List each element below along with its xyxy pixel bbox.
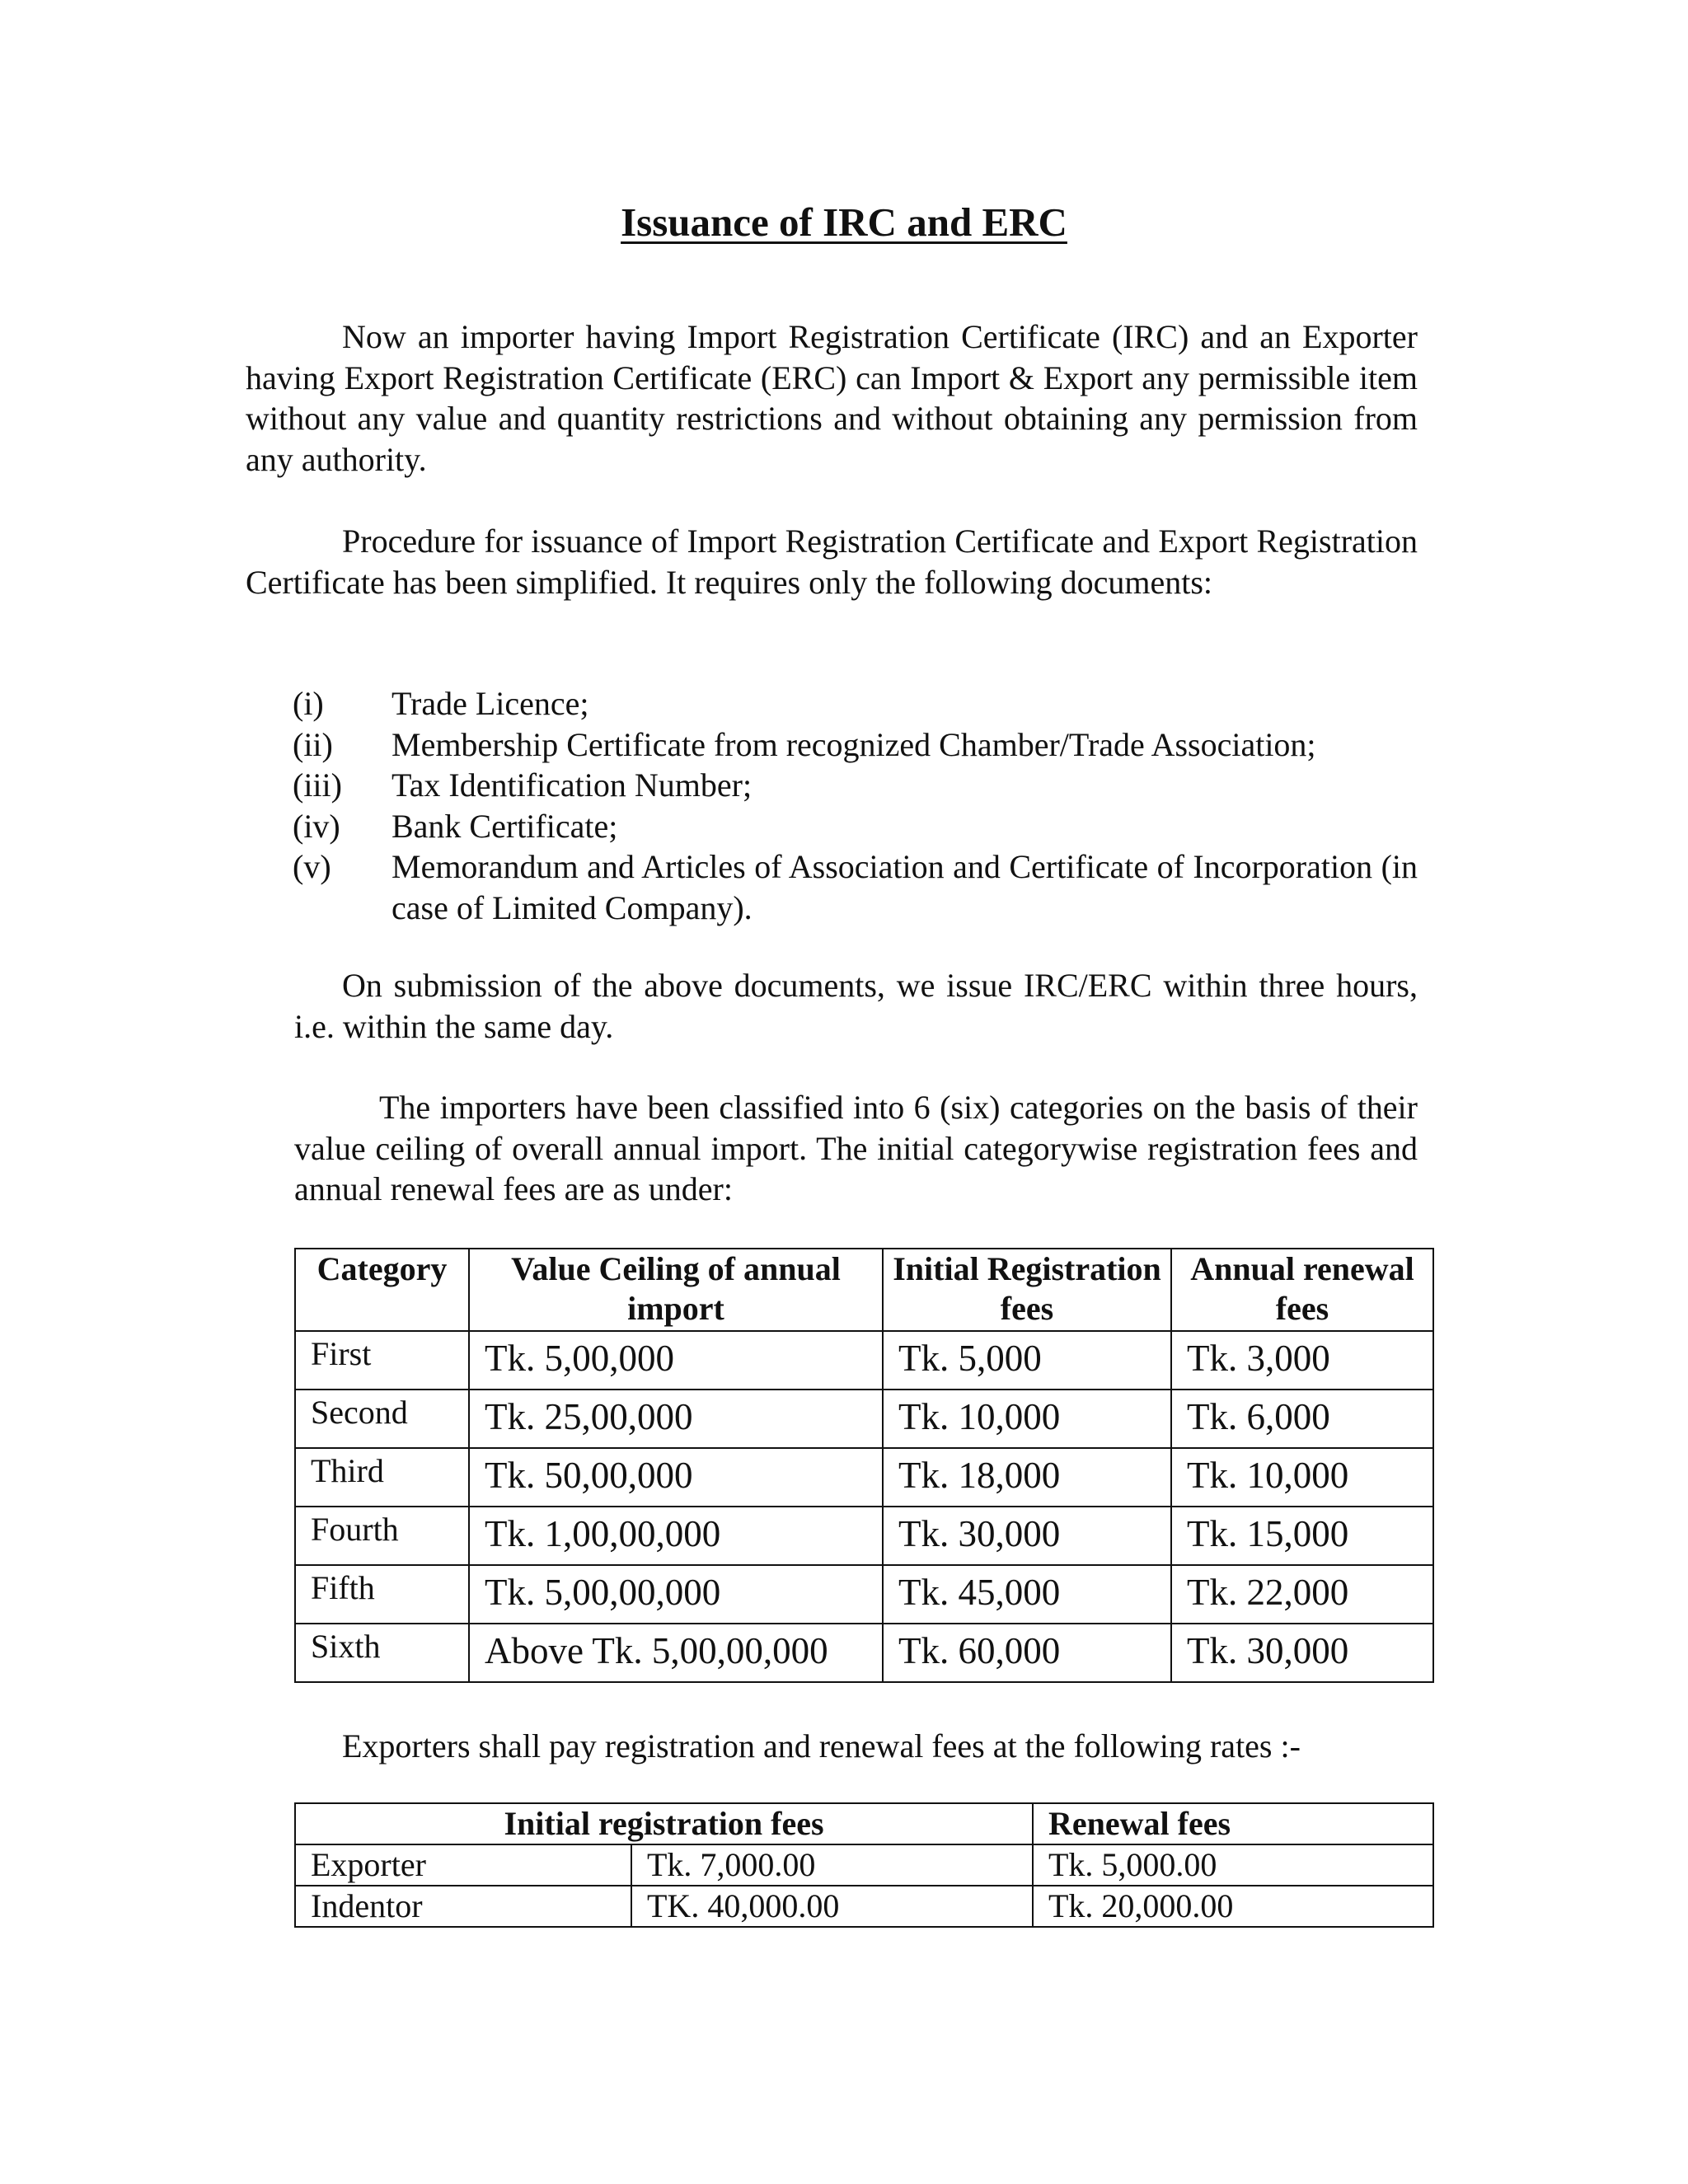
value-ceiling-cell: Tk. 5,00,000 [469,1331,883,1390]
submission-paragraph: On submission of the above documents, we issue IRC/ERC within three hours, i.e. within the same day. [294,967,1418,1045]
column-header-initial-fees: Initial Registration fees [883,1249,1171,1331]
column-header-renewal-fees: Annual renewal fees [1171,1249,1433,1331]
table-row [295,1507,1433,1565]
category-cell: Fifth [295,1565,469,1624]
table-row [295,1331,1433,1390]
renewal-fee-cell: Tk. 10,000 [1171,1448,1433,1507]
table-row [295,1844,1433,1886]
list-item [293,724,1418,766]
value-ceiling-cell: Tk. 1,00,00,000 [469,1507,883,1565]
column-header-initial-fees: Initial registration fees [295,1803,1033,1844]
list-item-text: Memorandum and Articles of Association and Certificate of Incorporation (in case of Limited Company). [392,848,1418,926]
type-cell: Exporter [295,1844,631,1886]
list-item-number: (iv) [293,807,340,845]
exporters-paragraph: Exporters shall pay registration and renewal fees at the following rates :- [342,1727,1301,1765]
category-cell: Fourth [295,1507,469,1565]
table-header-row [295,1249,1433,1331]
value-ceiling-cell: Tk. 25,00,000 [469,1390,883,1448]
initial-fee-cell: Tk. 5,000 [883,1331,1171,1390]
table-row [295,1565,1433,1624]
initial-fee-cell: Tk. 60,000 [883,1624,1171,1682]
list-item [293,683,1418,724]
column-header-value-ceiling: Value Ceiling of annual import [469,1249,883,1331]
list-item-number: (iii) [293,766,342,804]
list-item [293,806,1418,847]
initial-fee-cell: Tk. 45,000 [883,1565,1171,1624]
value-ceiling-cell: Tk. 50,00,000 [469,1448,883,1507]
table-row [295,1448,1433,1507]
renewal-fee-cell: Tk. 6,000 [1171,1390,1433,1448]
list-item-number: (ii) [293,725,333,763]
renewal-fee-cell: Tk. 15,000 [1171,1507,1433,1565]
table-row [295,1886,1433,1927]
list-item [293,846,1418,928]
table-header-row [295,1803,1433,1844]
renewal-fee-cell: Tk. 30,000 [1171,1624,1433,1682]
initial-fee-cell: Tk. 18,000 [883,1448,1171,1507]
list-item-number: (v) [293,848,331,885]
page-title: Issuance of IRC and ERC [621,199,1067,245]
list-item-text: Trade Licence; [392,685,589,722]
required-documents-list [293,683,1418,928]
column-header-renewal-fees: Renewal fees [1033,1803,1433,1844]
category-cell: Sixth [295,1624,469,1682]
intro-paragraph: Now an importer having Import Registration Certificate (IRC) and an Exporter having Export Registration Certificate (ERC) can Import & Export any permissible item without any value and quantity restrictions and without obtaining any permission from any authority. [246,318,1418,478]
category-cell: Third [295,1448,469,1507]
renewal-fee-cell: Tk. 20,000.00 [1033,1886,1433,1927]
category-cell: First [295,1331,469,1390]
list-item-text: Membership Certificate from recognized Chamber/Trade Association; [392,725,1316,763]
exporter-fees-table [294,1802,1434,1928]
column-header-category: Category [295,1249,469,1331]
list-item [293,765,1418,806]
procedure-paragraph: Procedure for issuance of Import Registration Certificate and Export Registration Certificate has been simplified. It requires only the following documents: [246,523,1418,601]
initial-fee-cell: Tk. 10,000 [883,1390,1171,1448]
renewal-fee-cell: Tk. 3,000 [1171,1331,1433,1390]
initial-fee-cell: Tk. 7,000.00 [631,1844,1033,1886]
table-row [295,1624,1433,1682]
importer-fees-table [294,1248,1434,1683]
list-item-text: Tax Identification Number; [392,766,753,804]
value-ceiling-cell: Above Tk. 5,00,00,000 [469,1624,883,1682]
renewal-fee-cell: Tk. 5,000.00 [1033,1844,1433,1886]
table-row [295,1390,1433,1448]
initial-fee-cell: TK. 40,000.00 [631,1886,1033,1927]
type-cell: Indentor [295,1886,631,1927]
category-cell: Second [295,1390,469,1448]
list-item-text: Bank Certificate; [392,807,618,845]
renewal-fee-cell: Tk. 22,000 [1171,1565,1433,1624]
initial-fee-cell: Tk. 30,000 [883,1507,1171,1565]
list-item-number: (i) [293,685,324,722]
value-ceiling-cell: Tk. 5,00,00,000 [469,1565,883,1624]
classification-paragraph: The importers have been classified into 6 (six) categories on the basis of their value ceiling of overall annual import. The initial categorywise registration fees and annual renewal fees are as under: [294,1089,1418,1207]
